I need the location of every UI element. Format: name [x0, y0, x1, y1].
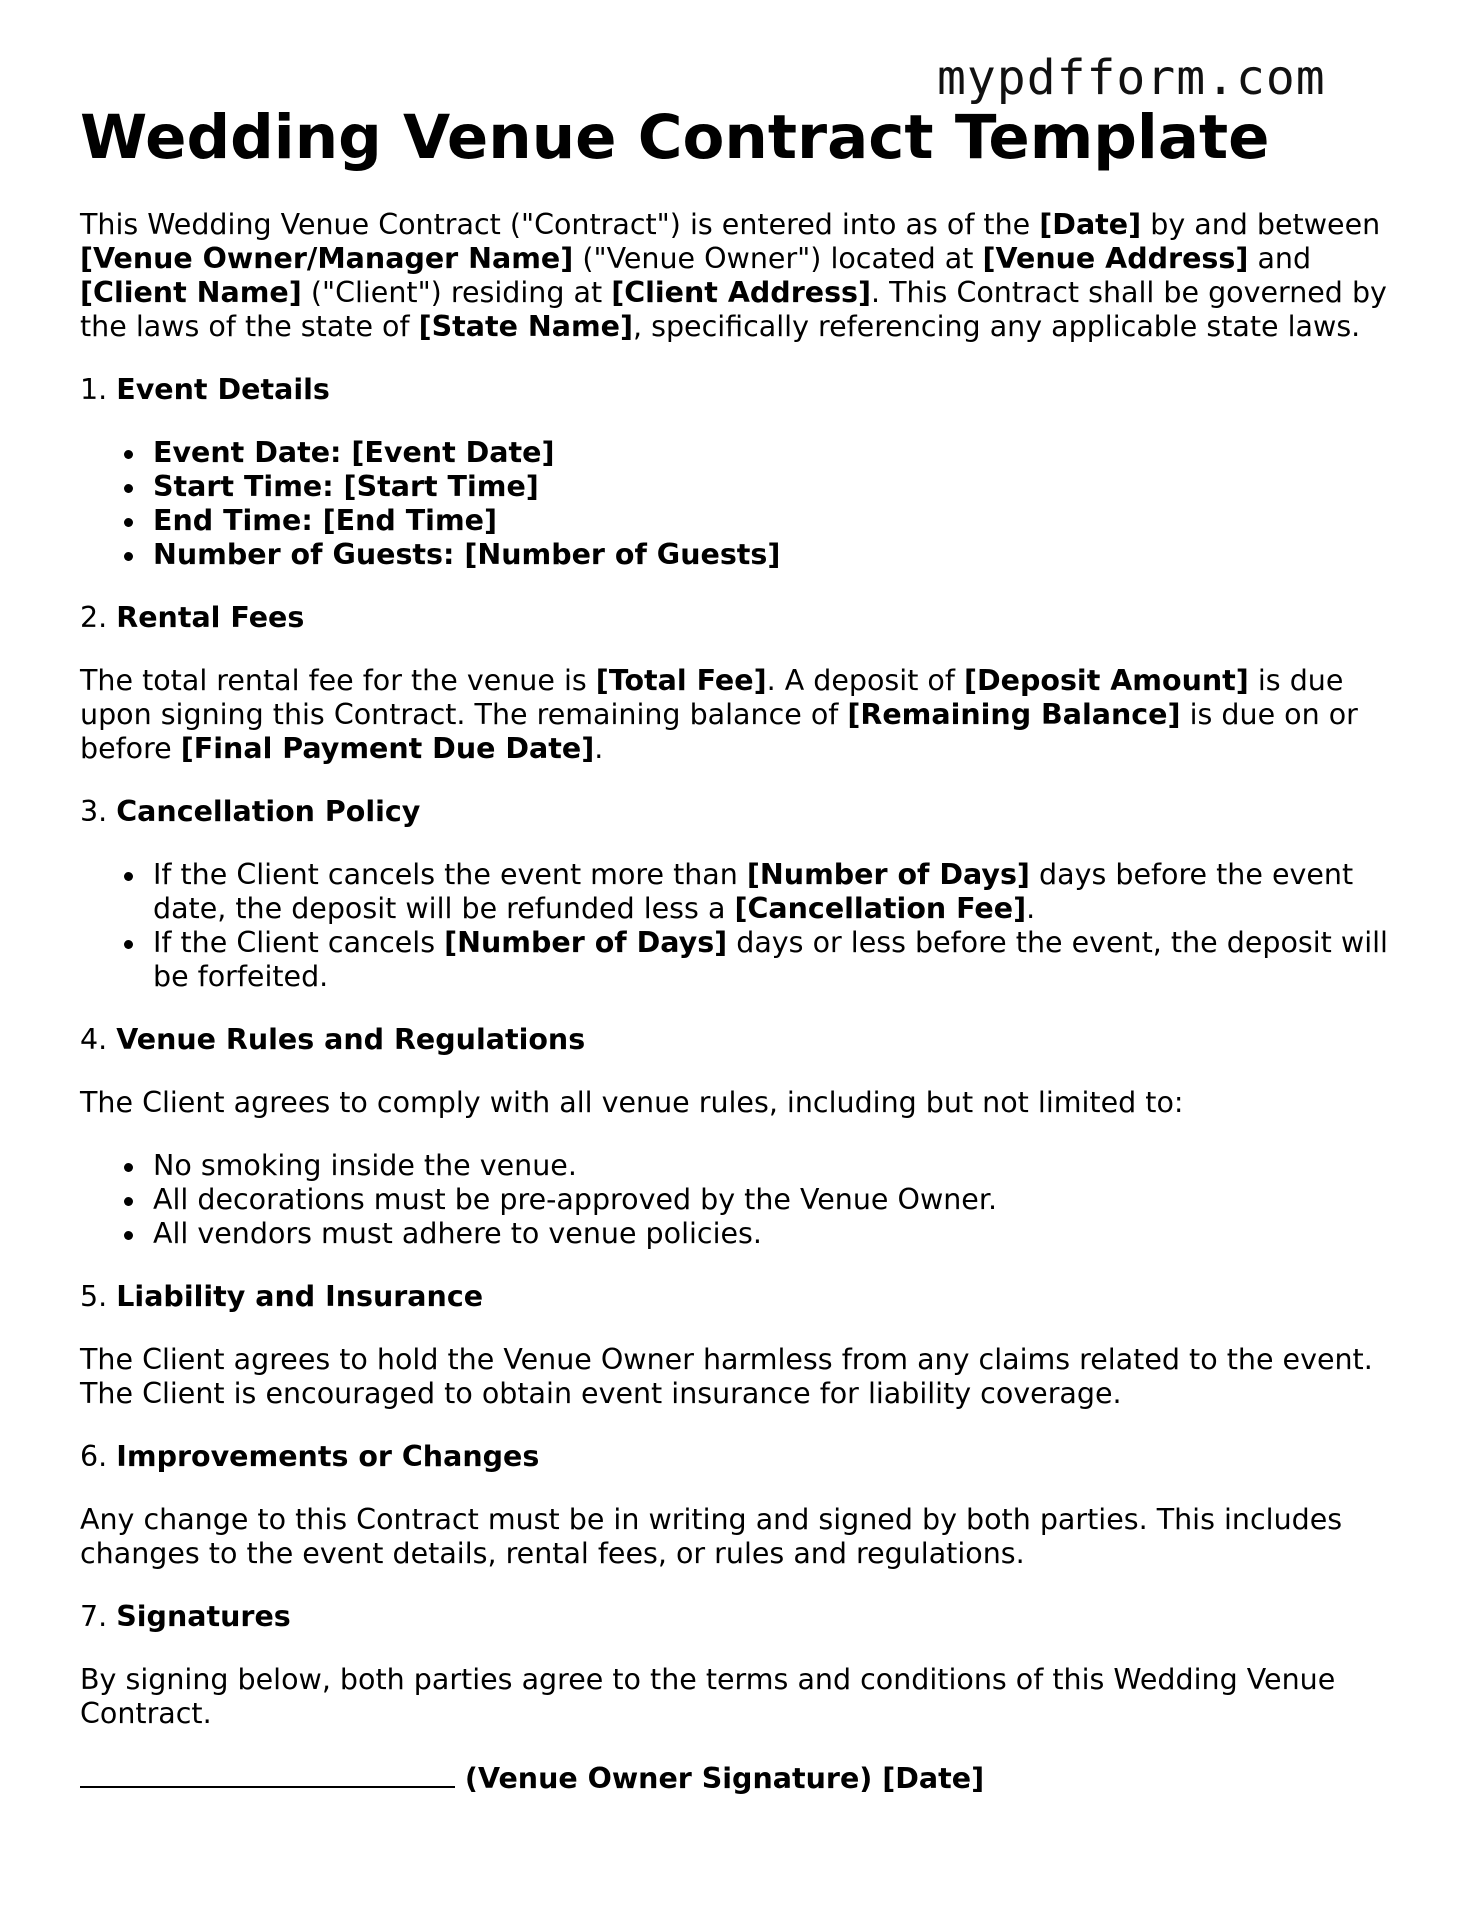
contract-document: [80, 100, 1400, 1796]
intro-paragraph: [80, 208, 1400, 344]
list-item: End Time: [End Time]: [153, 504, 1400, 538]
list-item: If the Client cancels [Number of Days] days or less before the event, the deposit will be forfeited.: [153, 926, 1400, 994]
section-heading-signatures: 7. Signatures: [80, 1600, 291, 1633]
list-item: All decorations must be pre-approved by the Venue Owner.: [153, 1183, 1400, 1217]
days-placeholder: [Number of Days]: [444, 926, 728, 959]
section-heading-rental-fees: 2. Rental Fees: [80, 601, 305, 634]
client-address-placeholder: [Client Address]: [611, 276, 872, 309]
intro-text: , specifically referencing any applicable state laws.: [633, 310, 1361, 343]
page-title: Wedding Venue Contract Template: [80, 102, 1270, 173]
list-item: Event Date: [Event Date]: [153, 436, 1400, 470]
section-heading-event-details: 1. Event Details: [80, 373, 330, 406]
client-name-placeholder: [Client Name]: [80, 276, 302, 309]
list-item: All vendors must adhere to venue policies.: [153, 1217, 1400, 1251]
liability-paragraph: The Client agrees to hold the Venue Owner harmless from any claims related to the event. The Client is encouraged to obtain event insurance for liability coverage.: [80, 1343, 1373, 1410]
rules-list: [80, 1149, 1400, 1251]
changes-paragraph: Any change to this Contract must be in writing and signed by both parties. This includes changes to the event details, rental fees, or rules and regulations.: [80, 1503, 1343, 1570]
watermark: mypdfform.com: [937, 50, 1326, 106]
state-name-placeholder: [State Name]: [418, 310, 633, 343]
cancellation-fee-placeholder: [Cancellation Fee]: [734, 892, 1027, 925]
venue-owner-signature-line: [80, 1760, 1400, 1796]
deposit-placeholder: [Deposit Amount]: [963, 664, 1249, 697]
event-details-list: [80, 436, 1400, 572]
intro-text: This Wedding Venue Contract ("Contract") is entered into as of the: [80, 208, 1040, 241]
owner-name-placeholder: [Venue Owner/Manager Name]: [80, 242, 574, 275]
date-placeholder: [Date]: [1039, 208, 1142, 241]
section-heading-liability: 5. Liability and Insurance: [80, 1280, 484, 1313]
section-heading-changes: 6. Improvements or Changes: [80, 1440, 540, 1473]
venue-address-placeholder: [Venue Address]: [982, 242, 1249, 275]
intro-text: ("Venue Owner") located at: [573, 242, 983, 275]
list-item: Start Time: [Start Time]: [153, 470, 1400, 504]
list-item: If the Client cancels the event more than [Number of Days] days before the event date, the deposit will be refunded less a [Cancellation Fee].: [153, 858, 1400, 926]
signature-label: (Venue Owner Signature) [Date]: [455, 1762, 985, 1795]
total-fee-placeholder: [Total Fee]: [595, 664, 767, 697]
remaining-balance-placeholder: [Remaining Balance]: [847, 698, 1181, 731]
intro-text: and: [1248, 242, 1312, 275]
section-heading-rules: 4. Venue Rules and Regulations: [80, 1023, 586, 1056]
cancellation-list: [80, 858, 1400, 994]
intro-text: . This Contract shall be governed by the laws of the state of: [80, 276, 1387, 343]
intro-text: by and between: [1141, 208, 1381, 241]
final-payment-date-placeholder: [Final Payment Due Date]: [180, 732, 595, 765]
intro-text: ("Client") residing at: [301, 276, 612, 309]
rules-paragraph: The Client agrees to comply with all venue rules, including but not limited to:: [80, 1086, 1184, 1119]
signatures-paragraph: By signing below, both parties agree to the terms and conditions of this Wedding Venue Contract.: [80, 1663, 1336, 1730]
signature-blank[interactable]: [80, 1760, 455, 1788]
section-heading-cancellation: 3. Cancellation Policy: [80, 795, 421, 828]
days-placeholder: [Number of Days]: [746, 858, 1030, 891]
list-item: Number of Guests: [Number of Guests]: [153, 538, 1400, 572]
list-item: No smoking inside the venue.: [153, 1149, 1400, 1183]
rental-fees-paragraph: The total rental fee for the venue is [Total Fee]. A deposit of [Deposit Amount] is due upon signing this Contract. The remaining balance of [Remaining Balance] is due on or before [Final Payment Due Date].: [80, 664, 1358, 765]
